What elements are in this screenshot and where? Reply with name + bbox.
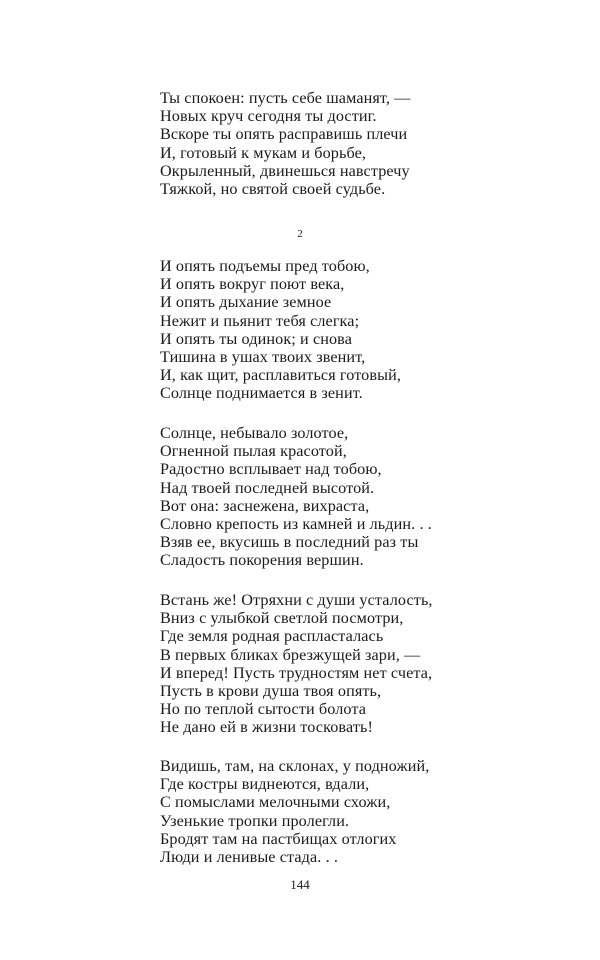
verse-line: Новых круч сегодня ты достиг. (160, 107, 377, 126)
section-number: 2 (297, 228, 303, 240)
verse-line: Бродят там на пастбищах отлогих (160, 829, 397, 848)
verse-line: Вскоре ты опять расправишь плечи (160, 125, 408, 144)
verse-line: Огненной пылая красотой, (160, 442, 347, 461)
verse-line: Встань же! Отряхни с души усталость, (160, 591, 433, 609)
verse-line: Но по теплой сытости болота (160, 700, 367, 719)
verse-line: Вот она: заснежена, вихраста, (160, 496, 370, 515)
verse-line: Солнце поднимается в зенит. (160, 384, 363, 403)
verse-line: И опять дыхание земное (160, 293, 332, 312)
verse-line: И, как щит, расплавиться готовый, (160, 366, 402, 385)
verse-line: Узенькие тропки пролегли. (160, 811, 350, 830)
page-number: 144 (290, 877, 310, 892)
verse-line: И, готовый к мукам и борьбе, (160, 143, 366, 162)
verse-line: Радостно всплывает над тобою, (160, 460, 382, 479)
verse-line: Окрыленный, двинешься навстречу (160, 161, 410, 180)
stanza-5 (160, 757, 429, 866)
verse-line: Где земля родная распласталась (160, 627, 384, 646)
verse-line: Взяв ее, вкусишь в последний раз ты (160, 533, 419, 552)
verse-line: И опять вокруг поют века, (160, 275, 345, 294)
verse-line: С помыслами мелочными схожи, (160, 793, 391, 812)
verse-line: В первых бликах брезжущей зари, — (160, 645, 421, 664)
verse-line: Нежит и пьянит тебя слегка; (160, 311, 360, 330)
stanza-1 (160, 89, 410, 198)
verse-line: Тяжкой, но святой своей судьбе. (160, 179, 386, 198)
verse-line: Над твоей последней высотой. (160, 478, 375, 497)
verse-line: Пусть в крови душа твоя опять, (160, 681, 382, 700)
verse-line: Где костры виднеются, вдали, (160, 775, 370, 794)
stanza-4 (160, 591, 433, 737)
stanza-2 (160, 257, 401, 403)
verse-line: Вниз с улыбкой светлой посмотри, (160, 609, 404, 628)
verse-line: Тишина в ушах твоих звенит, (160, 347, 366, 366)
verse-line: И опять подъемы пред тобою, (160, 257, 370, 275)
verse-line: Ты спокоен: пусть себе шаманят, — (160, 89, 411, 107)
verse-line: Не дано ей в жизни тосковать! (160, 718, 373, 737)
verse-line: Видишь, там, на склонах, у подножий, (160, 757, 430, 775)
verse-line: Солнце, небывало золотое, (160, 424, 349, 442)
verse-line: Словно крепость из камней и льдин. . . (160, 514, 432, 533)
verse-line: Люди и ленивые стада. . . (160, 847, 339, 866)
verse-line: Сладость покорения вершин. (160, 551, 364, 570)
stanza-3 (160, 424, 432, 570)
verse-line: И опять ты одинок; и снова (160, 329, 352, 348)
verse-line: И вперед! Пусть трудностям нет счета, (160, 663, 433, 682)
